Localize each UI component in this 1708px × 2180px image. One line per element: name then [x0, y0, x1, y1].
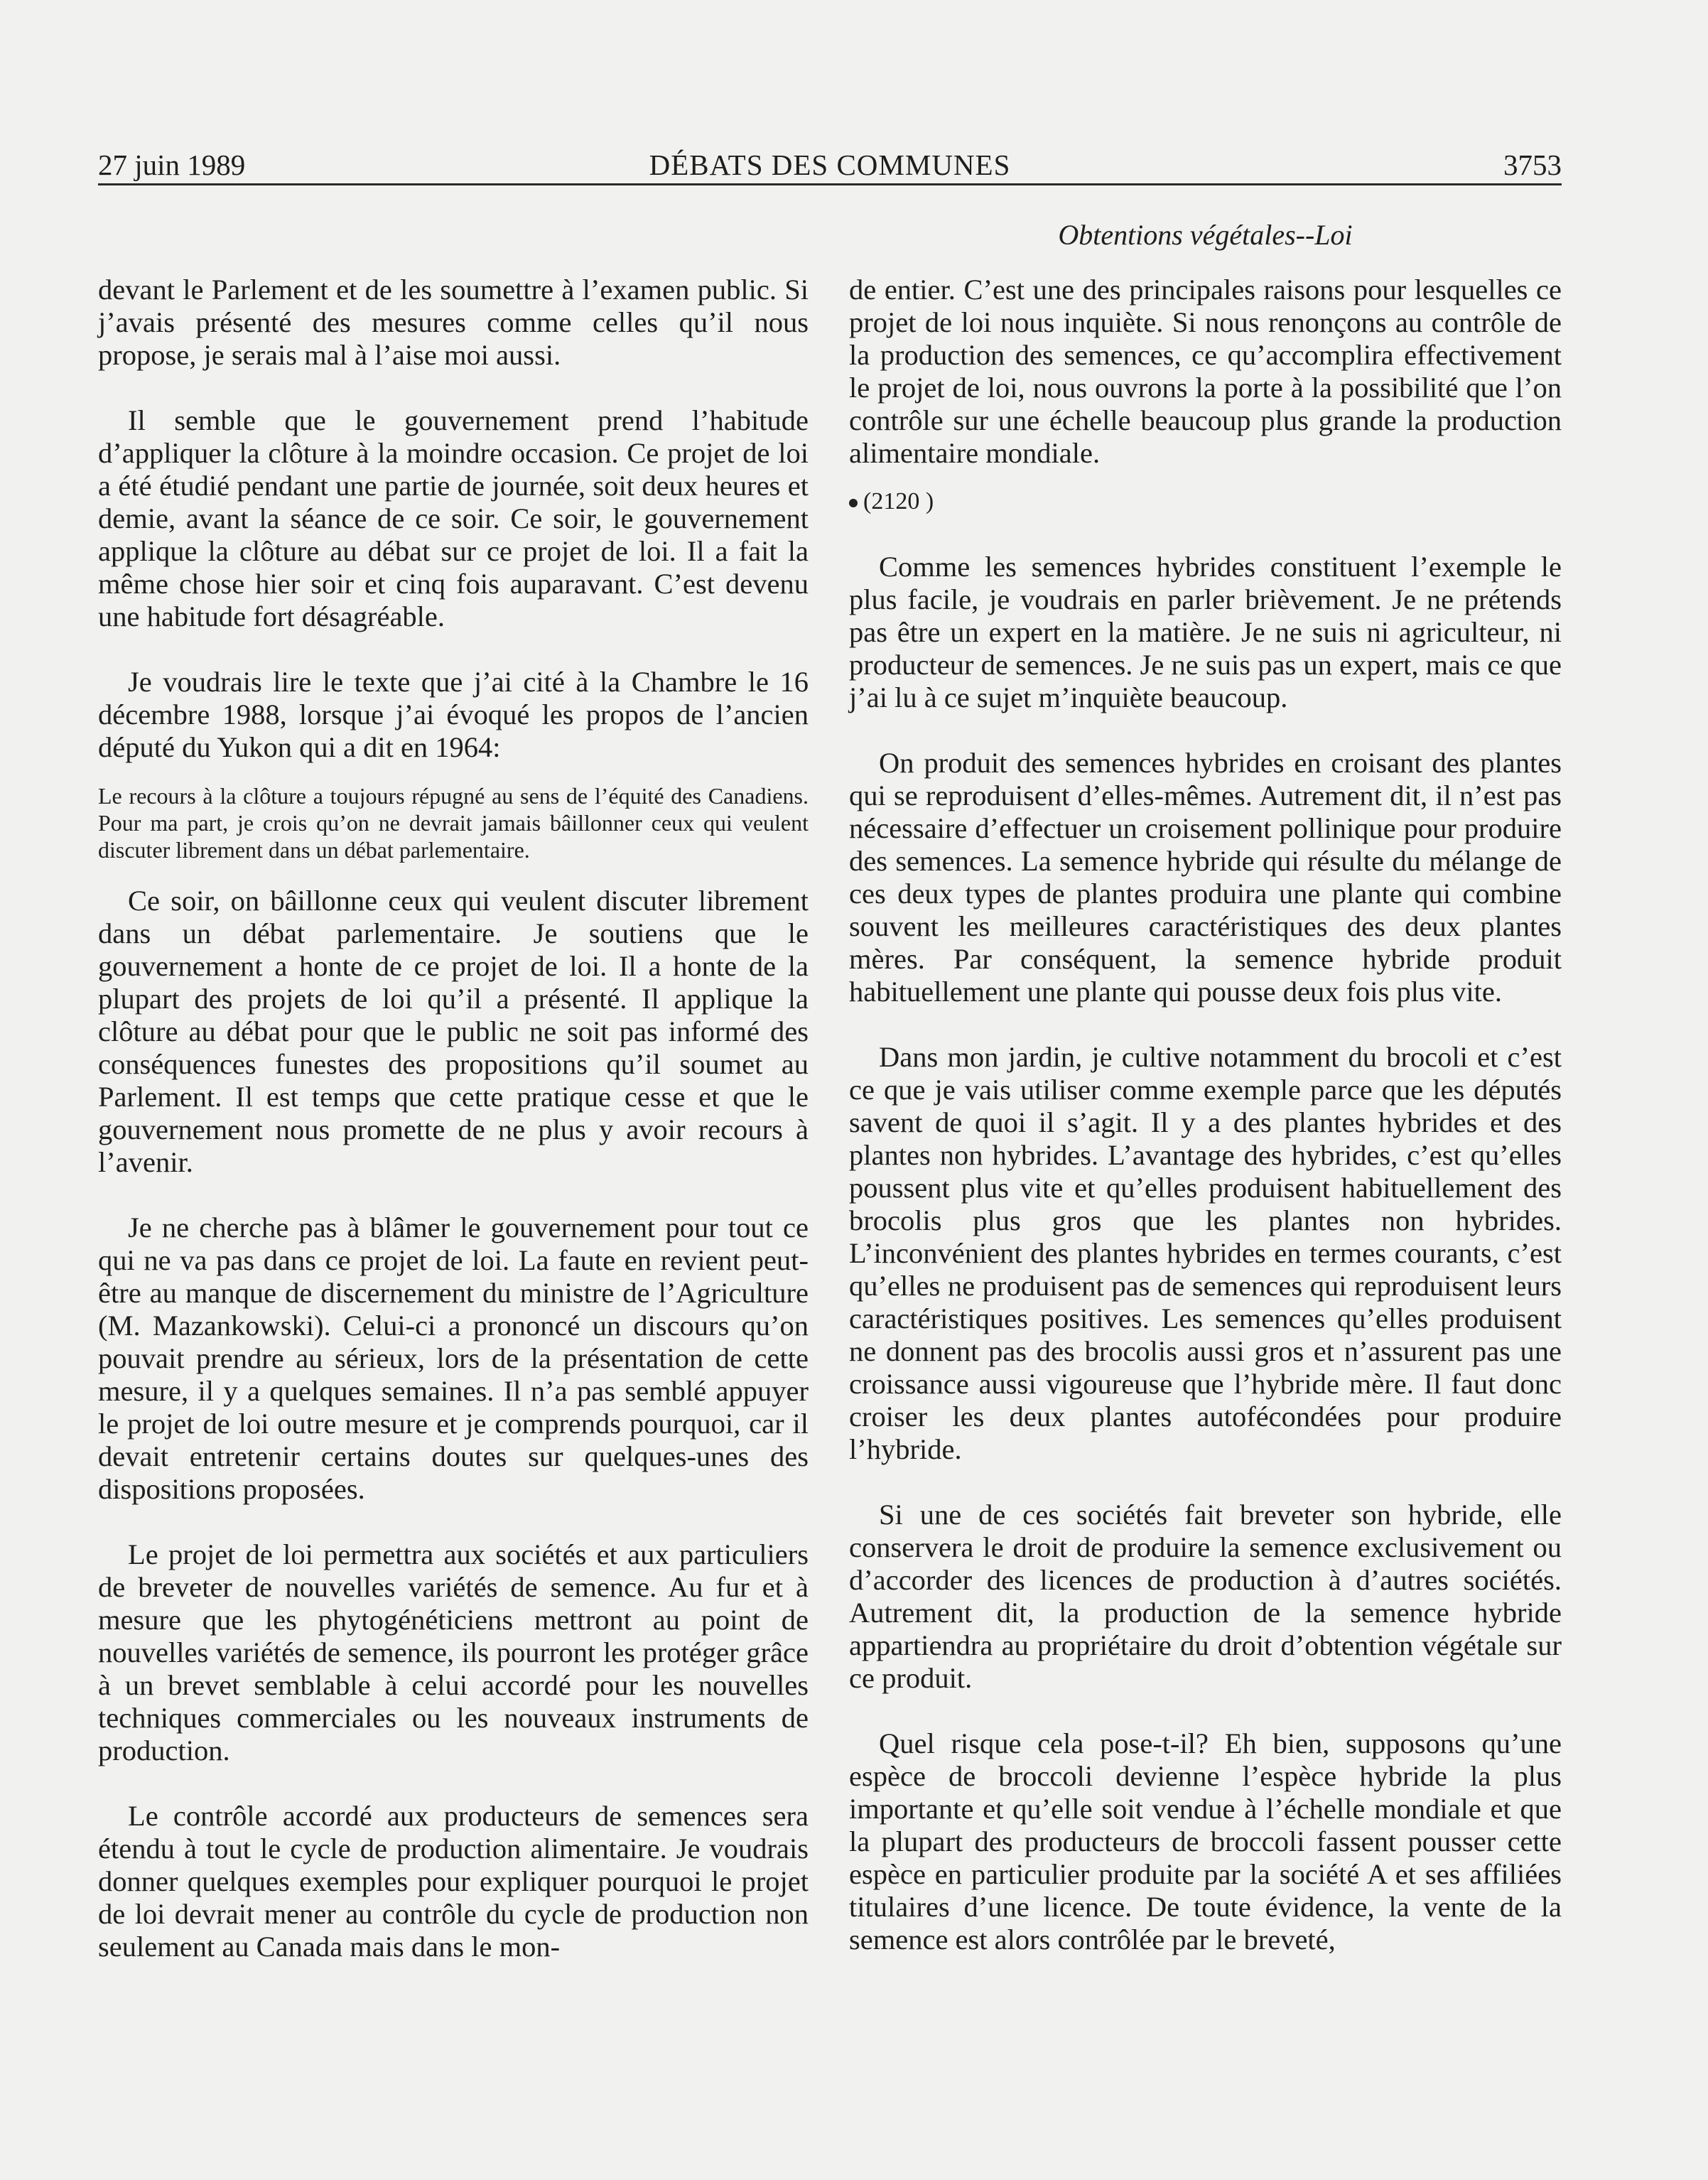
paragraph: On produit des semences hybrides en croisant des plantes qui se reproduisent d’elles-mêmes. Autrement dit, il n’est pas nécessaire d’effectuer un croisement pollinique pour produire des semences. La semence hybride qui résulte du mélange de ces deux types de plantes produira une plante qui combine souvent les meilleures caractéristiques des deux plantes mères. Par conséquent, la semence hybride produit habituellement une plante qui pousse deux fois plus vite.: [849, 747, 1562, 1008]
time-marker-text: (2120 ): [863, 488, 934, 514]
paragraph: Je ne cherche pas à blâmer le gouvernement pour tout ce qui ne va pas dans ce projet de loi. La faute en revient peut-être au manque de discernement du ministre de l’Agriculture (M. Mazankowski). Celui-ci a prononcé un discours qu’on pouvait prendre au sérieux, lors de la présentation de cette mesure, il y a quelques semaines. Il n’a pas semblé appuyer le projet de loi outre mesure et je comprends pourquoi, car il devait entretenir certains doutes sur quelques-unes des dispositions proposées.: [98, 1212, 809, 1505]
paragraph: Il semble que le gouvernement prend l’habitude d’appliquer la clôture à la moindre occasion. Ce projet de loi a été étudié pendant une partie de journée, soit deux heures et demie, avant la séance de ce soir. Ce soir, le gouvernement applique la clôture au débat sur ce projet de loi. Il a fait la même chose hier soir et cinq fois auparavant. C’est devenu une habitude fort désagréable.: [98, 404, 809, 632]
left-column: [98, 274, 809, 1963]
paragraph: Je voudrais lire le texte que j’ai cité à la Chambre le 16 décembre 1988, lorsque j’ai évoqué les propos de l’ancien député du Yukon qui a dit en 1964:: [98, 666, 809, 763]
paragraph: Le contrôle accordé aux producteurs de semences sera étendu à tout le cycle de production alimentaire. Je voudrais donner quelques exemples pour expliquer pourquoi le projet de loi devrait mener au contrôle du cycle de production non seulement au Canada mais dans le mon-: [98, 1800, 809, 1963]
header-rule: [98, 183, 1562, 185]
page-header: [98, 144, 1562, 186]
bullet-icon: [849, 499, 858, 507]
paragraph: Le projet de loi permettra aux sociétés et aux particuliers de breveter de nouvelles variétés de semence. Au fur et à mesure que les phytogénéticiens mettront au point de nouvelles variétés de semence, ils pourront les protéger grâce à un brevet semblable à celui accordé pour les nouvelles techniques commerciales ou les nouveaux instruments de production.: [98, 1538, 809, 1766]
header-date: 27 juin 1989: [98, 149, 246, 181]
paragraph: Si une de ces sociétés fait breveter son hybride, elle conservera le droit de produire la semence exclusivement ou d’accorder des licences de production à d’autres sociétés. Autrement dit, la production de la semence hybride appartiendra au propriétaire du droit d’obtention végétale sur ce produit.: [849, 1499, 1562, 1694]
time-marker: [849, 485, 1562, 518]
paragraph: Dans mon jardin, je cultive notamment du brocoli et c’est ce que je vais utiliser comme exemple parce que les députés savent de quoi il s’agit. Il y a des plantes hybrides et des plantes non hybrides. L’avantage des hybrides, c’est qu’elles poussent plus vite et qu’elles produisent habituellement des brocolis plus gros que les plantes non hybrides. L’inconvénient des plantes hybrides en termes courants, c’est qu’elles ne produisent pas de semences qui reproduisent leurs caractéristiques positives. Les semences qu’elles produisent ne donnent pas des brocolis aussi gros et n’assurent pas une croissance aussi vigoureuse que l’hybride mère. Il faut donc croiser les deux plantes autofécondées pour produire l’hybride.: [849, 1041, 1562, 1465]
right-column: [849, 274, 1562, 1956]
running-head: Obtentions végétales--Loi: [1058, 219, 1353, 251]
header-page-number: 3753: [1503, 149, 1562, 181]
paragraph: Comme les semences hybrides constituent l’exemple le plus facile, je voudrais en parler brièvement. Je ne prétends pas être un expert en la matière. Je ne suis ni agriculteur, ni producteur de semences. Je ne suis pas un expert, mais ce que j’ai lu à ce sujet m’inquiète beaucoup.: [849, 551, 1562, 713]
paragraph: Quel risque cela pose-t-il? Eh bien, supposons qu’une espèce de broccoli devienne l’espèce hybride la plus importante et qu’elle soit vendue à l’échelle mondiale et que la plupart des producteurs de broccoli fassent pousser cette espèce en particulier produite par la société A et ses affiliées titulaires d’une licence. De toute évidence, la vente de la semence est alors contrôlée par le breveté,: [849, 1727, 1562, 1955]
header-title: DÉBATS DES COMMUNES: [649, 149, 1011, 181]
paragraph: Ce soir, on bâillonne ceux qui veulent discuter librement dans un débat parlementaire. Je soutiens que le gouvernement a honte de ce projet de loi. Il a honte de la plupart des projets de loi qu’il a présenté. Il applique la clôture au débat pour que le public ne soit pas informé des conséquences funestes des propositions qu’il soumet au Parlement. Il est temps que cette pratique cesse et que le gouvernement nous promette de ne plus y avoir recours à l’avenir.: [98, 885, 809, 1178]
paragraph: de entier. C’est une des principales raisons pour lesquelles ce projet de loi nous inquiète. Si nous renonçons au contrôle de la production des semences, ce qu’accomplira effectivement le projet de loi, nous ouvrons la porte à la possibilité que l’on contrôle sur une échelle beaucoup plus grande la production alimentaire mondiale.: [849, 274, 1562, 469]
block-quote: Le recours à la clôture a toujours répugné au sens de l’équité des Canadiens. Pour ma part, je crois qu’on ne devrait jamais bâillonner ceux qui veulent discuter librement dans un débat parlementaire.: [98, 783, 809, 863]
paragraph: devant le Parlement et de les soumettre à l’examen public. Si j’avais présenté des mesures comme celles qu’il nous propose, je serais mal à l’aise moi aussi.: [98, 274, 809, 371]
